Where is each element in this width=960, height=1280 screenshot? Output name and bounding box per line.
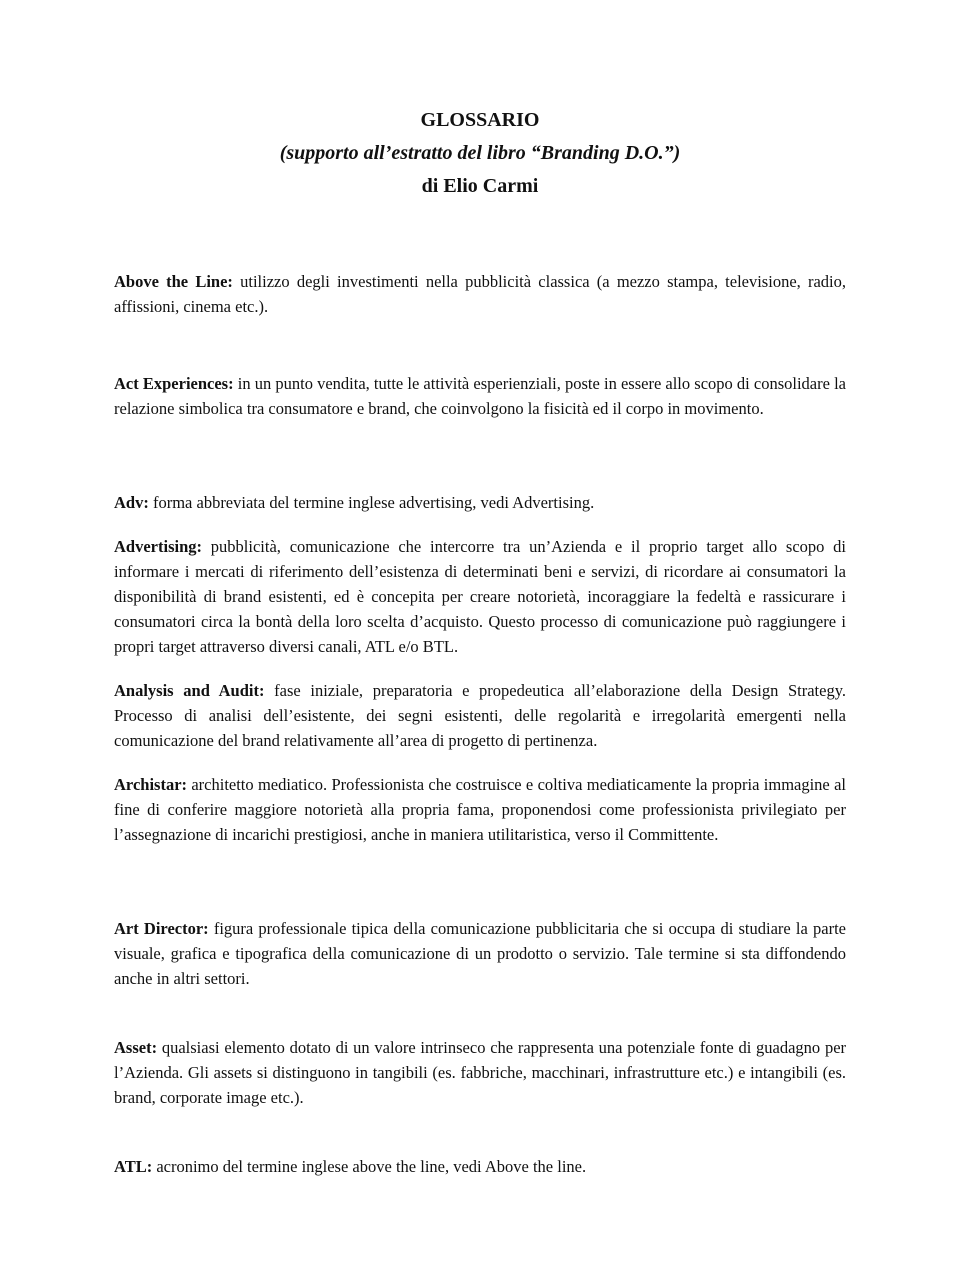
glossary-entry-adv: [114, 490, 846, 515]
glossary-definition: qualsiasi elemento dotato di un valore intrinseco che rappresenta una potenziale fonte di guadagno per l’Azienda. Gli assets si distinguono in tangibili (es. fabbriche, macchinari, infrastrutture etc.) e intangibili (es. brand, corporate image etc.).: [114, 1038, 847, 1107]
document-title: GLOSSARIO: [420, 109, 540, 131]
glossary-definition: acronimo del termine inglese above the line, vedi Above the line.: [156, 1157, 587, 1176]
glossary-term: Archistar:: [114, 775, 188, 794]
glossary-term: Adv:: [114, 493, 149, 512]
glossary-term: ATL:: [114, 1157, 153, 1176]
glossary-entry-act-experiences: [114, 371, 846, 421]
glossary-definition: utilizzo degli investimenti nella pubblicità classica (a mezzo stampa, televisione, radio, affissioni, cinema etc.).: [114, 272, 847, 316]
glossary-entry-archistar: [114, 772, 846, 847]
glossary-entry-above-the-line: [114, 269, 846, 319]
glossary-term: Analysis and Audit:: [114, 681, 265, 700]
glossary-entry-analysis-and-audit: [114, 678, 846, 753]
glossary-term: Art Director:: [114, 919, 209, 938]
glossary-term: Above the Line:: [114, 272, 233, 291]
glossary-definition: figura professionale tipica della comunicazione pubblicitaria che si occupa di studiare la parte visuale, grafica e tipografica della comunicazione di un prodotto o servizio. Tale termine si sta diffondendo anche in altri settori.: [114, 919, 846, 988]
glossary-definition: in un punto vendita, tutte le attività esperienziali, poste in essere allo scopo di consolidare la relazione simbolica tra consumatore e brand, che coinvolgono la fisicità ed il corpo in movimento.: [114, 374, 846, 418]
glossary-definition: fase iniziale, preparatoria e propedeutica all’elaborazione della Design Strategy. Processo di analisi dell’esistente, dei segni esistenti, delle regolarità e irregolarità emergenti nella comunicazione del brand relativamente all’area di progetto di pertinenza.: [114, 681, 847, 750]
glossary-definition: architetto mediatico. Professionista che costruisce e coltiva mediaticamente la propria immagine al fine di conferire maggiore notorietà alla propria fama, proponendosi come professionista privilegiato per l’assegnazione di incarichi prestigiosi, anche in maniera utilitaristica, verso il Committente.: [114, 775, 846, 844]
glossary-entry-atl: [114, 1154, 846, 1179]
glossary-definition: pubblicità, comunicazione che intercorre tra un’Azienda e il proprio target allo scopo di informare i mercati di riferimento dell’esistenza di determinati beni e servizi, di ricordare ai consumatori la disponibilità di brand esistenti, ed è concepita per creare notorietà, incoraggiare la fedeltà e rassicurare i consumatori circa la bontà della loro scelta d’acquisto. Questo processo di comunicazione può raggiungere i propri target attraverso diversi canali, ATL e/o BTL.: [114, 537, 847, 656]
glossary-term: Act Experiences:: [114, 374, 234, 393]
glossary-entry-asset: [114, 1035, 846, 1110]
glossary-term: Advertising:: [114, 537, 202, 556]
glossary-definition: forma abbreviata del termine inglese advertising, vedi Advertising.: [152, 493, 595, 512]
glossary-entry-advertising: [114, 534, 846, 659]
glossary-entry-art-director: [114, 916, 846, 991]
document-subtitle: (supporto all’estratto del libro “Branding D.O.”): [279, 142, 681, 164]
document-author: di Elio Carmi: [421, 175, 539, 197]
glossary-term: Asset:: [114, 1038, 158, 1057]
document-header: [0, 104, 960, 203]
